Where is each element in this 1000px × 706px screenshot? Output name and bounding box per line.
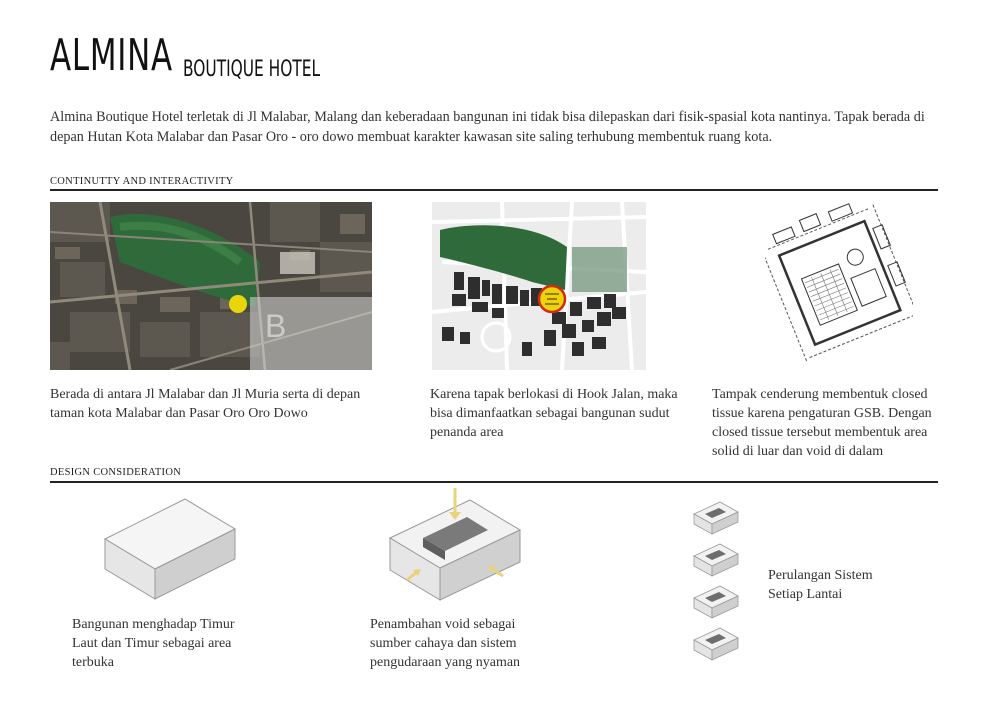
- intro-paragraph: Almina Boutique Hotel terletak di Jl Malabar, Malang dan keberadaan bangunan ini tidak bisa dilepaskan dari fisik-spasial kota nantinya. Tapak berada di depan Hutan Kota Malabar dan Pasar Oro - oro dowo membuat karakter kawasan site saling terhubung membentuk ruang kota.: [50, 109, 925, 145]
- caption-closed-tissue: Tampak cenderung membentuk closed tissue karena pengaturan GSB. Dengan closed tissue tersebut membentuk area solid di luar dan void di dalam: [712, 387, 932, 459]
- section-divider: [50, 481, 938, 483]
- page-title: ALMINA: [50, 30, 173, 81]
- satellite-map-image: [50, 202, 372, 370]
- section-divider: [50, 189, 938, 191]
- floor-repeat-diagram: [692, 500, 742, 665]
- svg-text:B: B: [265, 308, 287, 344]
- caption-orientation: Bangunan menghadap Timur Laut dan Timur sebagai area terbuka: [72, 617, 235, 670]
- page-subtitle: BOUTIQUE HOTEL: [183, 57, 321, 82]
- caption-floor-repeat: Perulangan Sistem Setiap Lantai: [768, 568, 873, 602]
- section-label-continuity: CONTINUTTY AND INTERACTIVITY: [50, 176, 234, 187]
- site-context-map: [432, 202, 646, 370]
- caption-hook-street: Karena tapak berlokasi di Hook Jalan, maka bisa dimanfaatkan sebagai bangunan sudut penanda area: [430, 387, 678, 440]
- caption-void: Penambahan void sebagai sumber cahaya dan sistem pengudaraan yang nyaman: [370, 617, 521, 670]
- void-box-diagram: [385, 488, 525, 606]
- section-label-design: DESIGN CONSIDERATION: [50, 467, 182, 478]
- block-plan-drawing: [765, 195, 913, 367]
- caption-location: Berada di antara Jl Malabar dan Jl Muria serta di depan taman kota Malabar dan Pasar Oro Oro Dowo: [50, 387, 361, 421]
- mass-box-diagram: [100, 494, 240, 604]
